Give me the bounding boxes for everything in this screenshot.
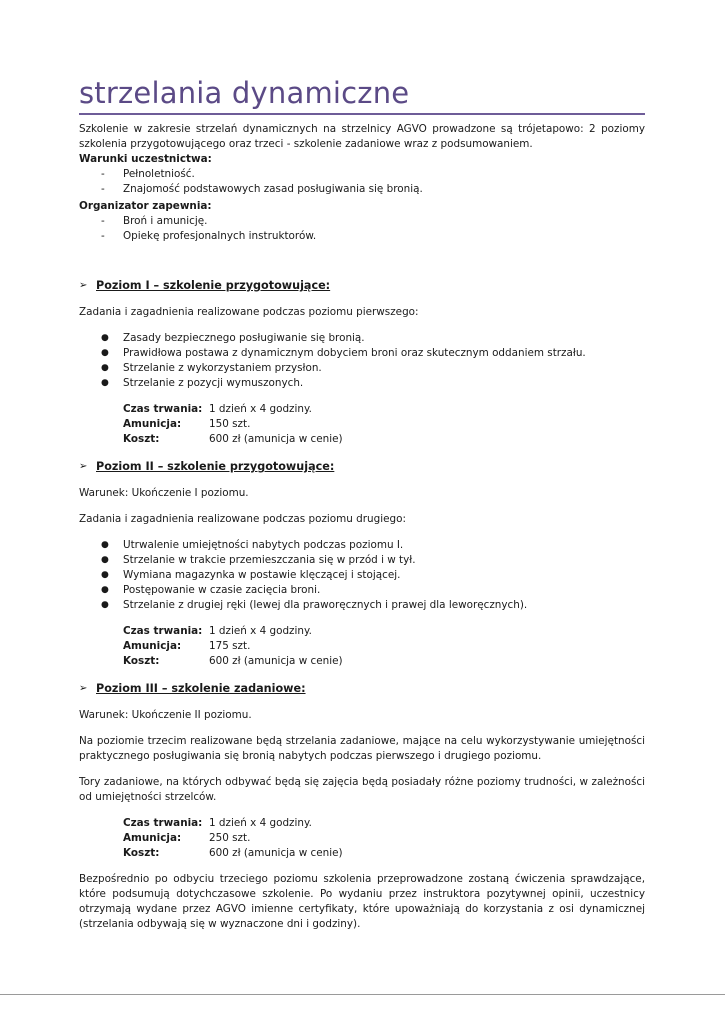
ammo-value: 175 szt.	[209, 640, 251, 652]
level-3-paragraph-2: Tory zadaniowe, na których odbywać będą się zajęcia będą posiadały różne poziomy trudności, w zależności od umiejętności strzelców.	[79, 776, 645, 803]
conditions-list	[79, 167, 645, 197]
organizer-list	[79, 214, 645, 244]
bullet-icon: ●	[101, 348, 109, 358]
level-1-details	[123, 402, 645, 447]
bullet-icon: ●	[101, 378, 109, 388]
list-item: ● Utrwalenie umiejętności nabytych podczas poziomu I.	[101, 539, 404, 551]
ammo-value: 250 szt.	[209, 832, 251, 844]
level-3-heading	[79, 681, 645, 696]
dash-marker: -	[101, 168, 105, 180]
list-item: ● Zasady bezpiecznego posługiwanie się bronią.	[101, 332, 365, 344]
duration-label: Czas trwania:	[123, 403, 203, 415]
bullet-icon: ●	[101, 363, 109, 373]
level-1-tasks-intro: Zadania i zagadnienia realizowane podczas poziomu pierwszego:	[79, 306, 419, 318]
duration-value: 1 dzień x 4 godziny.	[209, 817, 312, 829]
ammo-label: Amunicja:	[123, 418, 182, 430]
intro-paragraph: Szkolenie w zakresie strzelań dynamicznych na strzelnicy AGVO prowadzone są trójetapowo: 2 poziomy szkolenia przygotowującego oraz trzeci - szkolenie zadaniowe wraz z podsumowaniem.	[79, 123, 645, 150]
bullet-icon: ●	[101, 333, 109, 343]
document-page	[79, 74, 645, 932]
arrow-bullet-icon: ➢	[79, 461, 88, 472]
level-3-paragraph-1: Na poziomie trzecim realizowane będą strzelania zadaniowe, mające na celu wykorzystywanie umiejętności praktycznego posługiwania się bronią nabytych podczas pierwszego i drugiego poziomu.	[79, 735, 645, 762]
level-3-details	[123, 816, 645, 861]
bullet-icon: ●	[101, 540, 109, 550]
level-1-task-list	[79, 331, 645, 391]
list-item: - Opiekę profesjonalnych instruktorów.	[101, 230, 317, 242]
conditions-heading: Warunki uczestnictwa:	[79, 153, 212, 165]
cost-value: 600 zł (amunicja w cenie)	[209, 655, 343, 667]
list-item: - Znajomość podstawowych zasad posługiwania się bronią.	[101, 183, 423, 195]
level-1-heading	[79, 278, 645, 293]
duration-label: Czas trwania:	[123, 625, 203, 637]
list-item: ● Strzelanie z pozycji wymuszonych.	[101, 377, 304, 389]
level-2-details	[123, 624, 645, 669]
cost-label: Koszt:	[123, 433, 160, 445]
duration-label: Czas trwania:	[123, 817, 203, 829]
arrow-bullet-icon: ➢	[79, 280, 88, 291]
level-1-title: Poziom I – szkolenie przygotowujące:	[96, 279, 331, 292]
page-title: strzelania dynamiczne	[79, 74, 645, 115]
list-item: ● Wymiana magazynka w postawie klęczącej i stojącej.	[101, 569, 401, 581]
ammo-value: 150 szt.	[209, 418, 251, 430]
list-item: ● Strzelanie z drugiej ręki (lewej dla praworęcznych i prawej dla leworęcznych).	[101, 599, 528, 611]
cost-label: Koszt:	[123, 655, 160, 667]
dash-marker: -	[101, 230, 105, 242]
list-item: ● Prawidłowa postawa z dynamicznym dobyciem broni oraz skutecznym oddaniem strzału.	[101, 347, 586, 359]
arrow-bullet-icon: ➢	[79, 683, 88, 694]
level-2-task-list	[79, 538, 645, 613]
cost-value: 600 zł (amunicja w cenie)	[209, 847, 343, 859]
list-item: - Pełnoletniość.	[101, 168, 195, 180]
cost-value: 600 zł (amunicja w cenie)	[209, 433, 343, 445]
list-item: ● Strzelanie z wykorzystaniem przysłon.	[101, 362, 322, 374]
list-item: ● Strzelanie w trakcie przemieszczania się w przód i w tył.	[101, 554, 416, 566]
page-bottom-divider	[0, 994, 725, 995]
bullet-icon: ●	[101, 585, 109, 595]
level-3-condition: Warunek: Ukończenie II poziomu.	[79, 709, 252, 721]
level-2-tasks-intro: Zadania i zagadnienia realizowane podczas poziomu drugiego:	[79, 513, 406, 525]
level-2-title: Poziom II – szkolenie przygotowujące:	[96, 460, 335, 473]
cost-label: Koszt:	[123, 847, 160, 859]
bullet-icon: ●	[101, 570, 109, 580]
organizer-heading: Organizator zapewnia:	[79, 200, 212, 212]
dash-marker: -	[101, 215, 105, 227]
closing-paragraph: Bezpośrednio po odbyciu trzeciego poziomu szkolenia przeprowadzone zostaną ćwiczenia sprawdzające, które podsumują dotychczasowe szkolenie. Po wydaniu przez instruktora pozytywnej opinii, uczestnicy otrzymają wydane przez AGVO imienne certyfikaty, które upoważniają do korzystania z osi dynamicznej (strzelania odbywają się w wyznaczone dni i godziny).	[79, 873, 645, 930]
bullet-icon: ●	[101, 555, 109, 565]
bullet-icon: ●	[101, 600, 109, 610]
level-2-heading	[79, 459, 645, 474]
dash-marker: -	[101, 183, 105, 195]
duration-value: 1 dzień x 4 godziny.	[209, 403, 312, 415]
level-2-condition: Warunek: Ukończenie I poziomu.	[79, 487, 249, 499]
ammo-label: Amunicja:	[123, 640, 182, 652]
ammo-label: Amunicja:	[123, 832, 182, 844]
list-item: - Broń i amunicję.	[101, 215, 208, 227]
duration-value: 1 dzień x 4 godziny.	[209, 625, 312, 637]
list-item: ● Postępowanie w czasie zacięcia broni.	[101, 584, 321, 596]
level-3-title: Poziom III – szkolenie zadaniowe:	[96, 682, 306, 695]
